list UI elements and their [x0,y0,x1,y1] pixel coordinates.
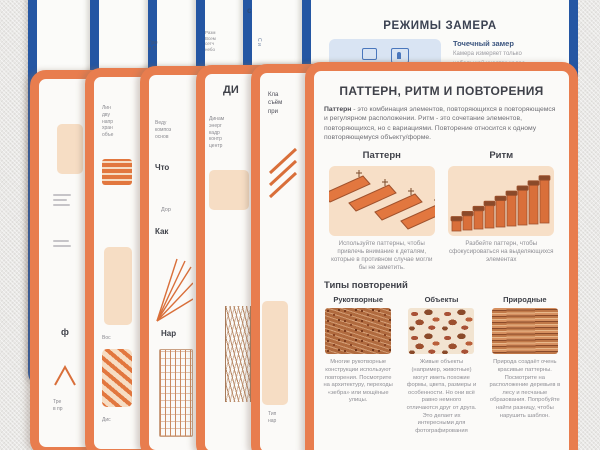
objects-texture-image [408,308,474,354]
spot-metering-line: Камера измеряет только [453,51,522,57]
orange-card-text-fragment: Дор [161,207,171,213]
intro-text: - это комбинация элементов, повторяющихся в повторяющемся и регулярном расположении. Ритм - это сочетание элементов, повторяющихся, но с вариациями. Повторение относится к одному повторяющемуся объекту/форме. [324,106,556,142]
orange-card-text-fragment: Динам энерг кадр контр центр [209,116,225,149]
blue-card-text-fragment: Разм Всем сетч небо [205,30,216,52]
pattern-rhythm-card[interactable] [305,62,578,450]
pattern-card-intro [324,105,559,143]
manmade-texture-image [325,308,391,354]
spot-metering-heading: Точечный замер [453,39,514,48]
rhythm-column-label: Ритм [489,149,514,161]
metering-card-title: РЕЖИМЫ ЗАМЕРА [383,20,497,32]
orange-card-text-fragment: Веду композ основ [155,120,172,140]
blue-card-text-fragment: С и [256,38,262,46]
pattern-roofs-illustration [329,166,435,236]
pattern-column [322,150,442,273]
type-objects-label: Объекты [424,295,459,305]
pattern-card-title: ПАТТЕРН, РИТМ И ПОВТОРЕНИЯ [339,84,544,98]
orange-card-text-fragment: Тип нар [268,411,277,424]
pattern-rhythm-columns [322,150,561,273]
orange-card-text-fragment: Что [155,163,170,172]
orange-card-text-fragment: Лин дву напр хран объе [102,105,114,138]
rhythm-column [442,150,562,273]
rhythm-caption: Разбейте паттерн, чтобы сфокусироваться на выделяющихся элементах [449,239,554,263]
rays-sketch-fragment [155,257,193,323]
orange-card-text-fragment: Дис [102,417,111,423]
type-manmade [322,295,394,435]
rhythm-fence-illustration [448,166,554,236]
net-sketch-fragment [225,306,251,402]
striped-illustration-fragment [102,349,132,407]
brick-illustration-fragment [102,159,132,185]
text-scribble [53,237,73,250]
type-natural [489,295,561,435]
orange-card-text-fragment: Кла съём при [268,92,283,115]
type-manmade-caption: Многие рукотворные конструкции используют повторения. Посмотрите на архитектуру, переходы «зебра» или мощёные улицы. [323,359,393,404]
illustration-fragment [262,301,288,405]
orange-card-text-fragment: Вос [102,335,111,341]
orange-card-text-fragment: Нар [161,329,177,338]
orange-card-title-fragment: ДИ [223,84,239,96]
orange-card-text-fragment: Тре в пр [53,399,63,412]
pattern-caption: Используйте паттерны, чтобы привлечь внимание к деталям, которые в противном случае могли бы не заметить. [331,239,433,272]
planks-sketch-fragment [268,145,298,201]
pattern-column-label: Паттерн [362,149,401,161]
type-natural-caption: Природа создаёт очень красивые паттерны. Посмотрите на расположение деревьев в лесу и песчаные образования. Попробуйте найти разницу, чтобы нарушить шаблон. [489,359,561,419]
illustration-fragment [209,170,249,210]
type-natural-label: Природные [503,295,547,305]
illustration-fragment [104,247,132,325]
blue-card-text-fragment: Тре и П [148,40,158,52]
hatched-sketch-fragment [159,349,193,437]
illustration-fragment [57,124,83,174]
intro-lead: Паттерн [324,106,352,113]
type-manmade-label: Рукотворные [333,295,383,305]
sketch-fragment [53,361,81,389]
blue-card-text-fragment: с [247,6,252,15]
orange-card-text-fragment: Как [155,227,169,236]
repetition-types-row [322,295,561,435]
orange-card-text-fragment: ф [61,327,69,337]
text-scribble [53,191,73,209]
viewfinder-subject-icon [391,48,409,63]
natural-texture-image [492,308,558,354]
type-objects [405,295,477,435]
type-objects-caption: Живые объекты (например, животные) могут иметь похожие формы, цвета, размеры и особенности. Но они всё равно немного отличаются друг от друга. Это делает их интересными для фотографирования [406,359,477,435]
camera-frame-icon [362,48,377,60]
repetition-types-heading: Типы повторений [324,280,408,292]
